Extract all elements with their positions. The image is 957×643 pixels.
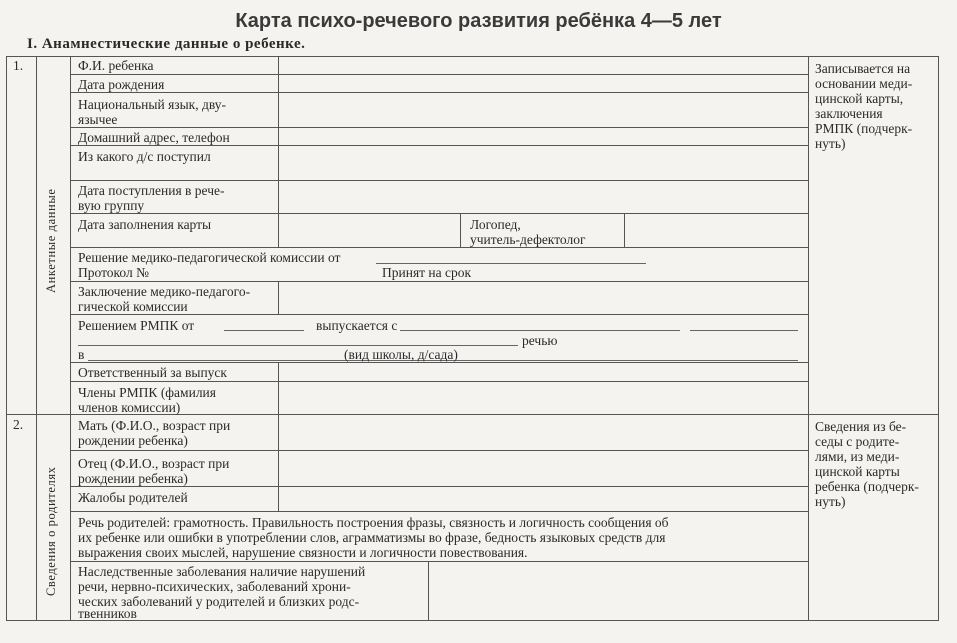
label-speech: речью [522,333,558,348]
label-father: Отец (Ф.И.О., возраст при [78,456,230,471]
row-line [70,92,809,93]
block1-note-line: РМПК (подчерк- [815,121,913,136]
block2-note-line: нуть) [815,494,846,509]
col-line-number [36,56,37,621]
label-commission-decision: Решение медико-педагогической комиссии от [78,250,341,265]
inner-col-line [278,281,279,315]
inner-col-line [278,414,279,512]
label-rmpk-members: Члены РМПК (фамилия [78,385,216,400]
label-in: в [78,347,85,362]
row-line [70,486,809,487]
label-accepted-term: Принят на срок [382,265,472,280]
block2-number: 2. [13,417,24,432]
row-line [70,381,809,382]
label-mother-cont: рождении ребенка) [78,433,188,448]
row-line [70,180,809,181]
block2-note-line: Сведения из бе- [815,419,907,434]
block1-note-line: Записывается на [815,61,911,76]
block2-note-line: седы с родите- [815,434,900,449]
row-line [70,450,809,451]
section-heading: I. Анамнестические данные о ребенке. [27,36,306,52]
label-commission-conclusion: Заключение медико-педагого- [78,284,251,299]
row-line [70,213,809,214]
label-responsible: Ответственный за выпуск [78,365,227,380]
card-title: Карта психо-речевого развития ребёнка 4—5 лет [235,10,722,32]
table-left-border [6,56,7,621]
block1-number: 1. [13,58,24,73]
blank-line[interactable] [400,330,680,331]
row-line [70,247,809,248]
row-line [70,511,809,512]
label-fill-date: Дата заполнения карты [78,217,212,232]
row-line [70,145,809,146]
label-child-name: Ф.И. ребенка [78,58,154,73]
label-birth-date: Дата рождения [78,77,165,92]
label-language: Национальный язык, дву- [78,97,227,112]
label-hereditary-cont2: ческих заболеваний у родителей и близких родс- [78,594,360,609]
label-speech-therapist: Логопед, [470,217,521,232]
label-parent-complaints: Жалобы родителей [78,490,188,505]
label-commission-conclusion-cont: гической комиссии [78,299,188,314]
label-mother: Мать (Ф.И.О., возраст при [78,418,231,433]
row-line [70,362,809,363]
block2-note-line: лями, из меди- [815,449,900,464]
col-line-vertical [70,56,71,621]
blank-line[interactable] [224,330,304,331]
row-line [70,314,809,315]
label-parent-speech: Речь родителей: грамотность. Правильность построения фразы, связность и логичность сообщения об [78,515,669,530]
label-language-cont: язычее [78,112,118,127]
row-line [70,127,809,128]
table-top-border [6,56,939,57]
label-parent-speech-cont2: выражения своих мыслей, нарушение связности и логичности повествования. [78,545,528,560]
label-rmpk-decision: Решением РМПК от [78,318,195,333]
blank-line[interactable] [78,345,518,346]
label-admission-date: Дата поступления в рече- [78,183,225,198]
label-parent-speech-cont: их ребенке или ошибки в употреблении слов, аграмматизмы во фразе, бедность языковых средств для [78,530,666,545]
label-hereditary-cont: речи, нервно-психических, заболеваний хрони- [78,579,351,594]
label-hereditary-cont3: твенников [78,606,137,621]
label-released-with: выпускается с [316,318,398,333]
block1-note-line: нуть) [815,136,846,151]
row-line [70,74,809,75]
inner-col-line [624,213,625,248]
block2-note-line: ребенка (подчерк- [815,479,919,494]
label-hereditary: Наследственные заболевания наличие нарушений [78,564,366,579]
row-line [70,281,809,282]
block2-note-line: цинской карты [815,464,900,479]
label-address: Домашний адрес, телефон [78,130,230,145]
blank-line[interactable] [376,263,646,264]
label-father-cont: рождении ребенка) [78,471,188,486]
label-protocol: Протокол № [78,265,149,280]
block1-vertical-label: Анкетные данные [44,188,58,293]
table-right-border [938,56,939,621]
block1-note-line: цинской карты, [815,91,904,106]
col-line-note [808,56,809,621]
inner-col-line [278,362,279,415]
label-rmpk-members-cont: членов комиссии) [78,400,181,415]
block2-vertical-label: Сведения о родителях [44,466,58,596]
row-line [70,561,809,562]
table-bottom-border [6,620,939,621]
label-kindergarten: Из какого д/с поступил [78,149,211,164]
block1-note-line: заключения [815,106,883,121]
inner-col-line [278,56,279,248]
inner-col-line [460,213,461,248]
block1-note-line: основании меди- [815,76,913,91]
label-speech-therapist-cont: учитель-дефектолог [470,232,586,247]
label-admission-date-cont: вую группу [78,198,145,213]
blank-line[interactable] [690,330,798,331]
label-school-type: (вид школы, д/сада) [344,347,458,362]
inner-col-line [428,561,429,621]
